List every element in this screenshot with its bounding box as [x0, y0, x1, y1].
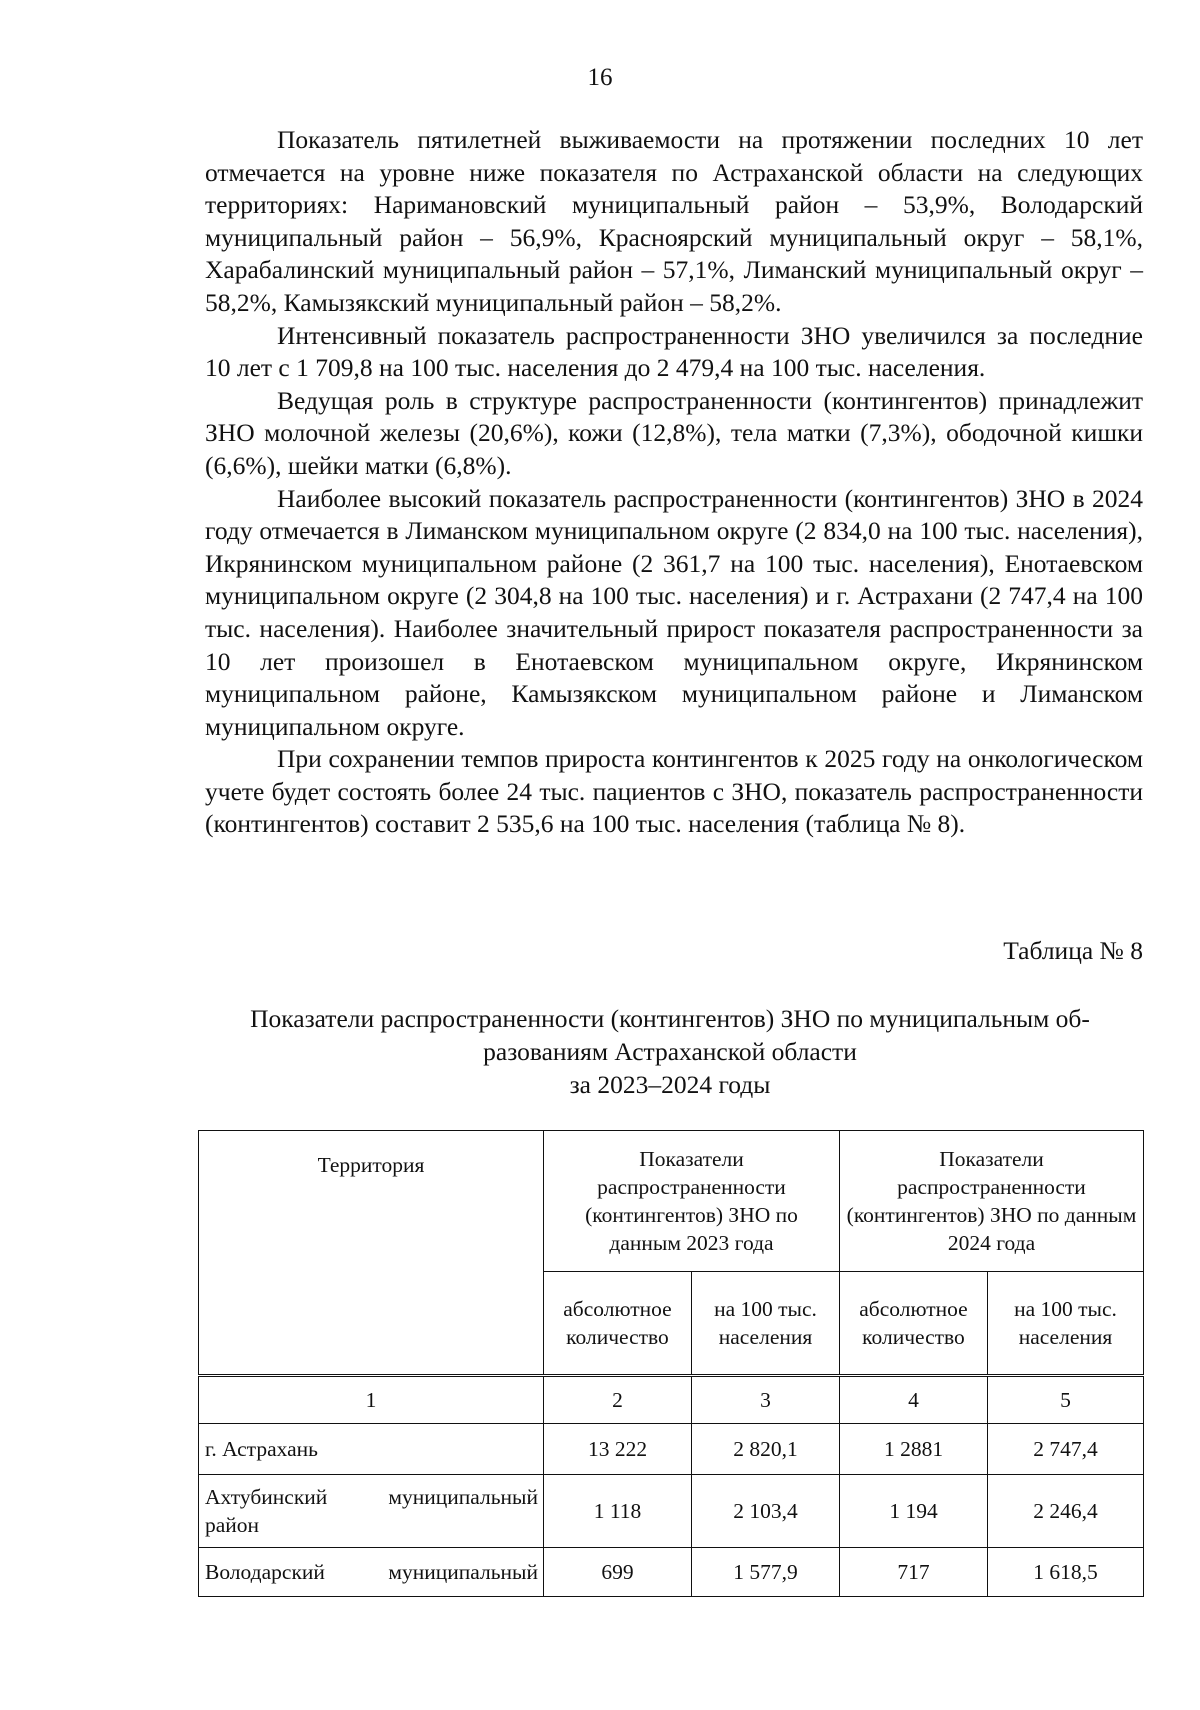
territory-line: район — [205, 1513, 260, 1537]
column-number: 2 — [544, 1376, 692, 1424]
territory-line: Володарский муниципальный — [205, 1560, 538, 1584]
table-row — [199, 1548, 1144, 1597]
territory-cell: г. Астрахань — [199, 1424, 544, 1475]
header-rate-2024: на 100 тыс. населения — [988, 1272, 1144, 1376]
abs-2023-cell: 699 — [544, 1548, 692, 1597]
rate-2023-cell: 2 103,4 — [692, 1475, 840, 1548]
paragraph: Показатель пятилетней выживаемости на протяжении последних 10 лет отмечается на уровне ниже показателя по Астраханской области на следующих территориях: Наримановский муниципальный район – 53,9%, Володарский муниципальный район – 56,9%, Красноярский муниципальный округ – 58,1%, Харабалинский муниципальный район – 57,1%, Лиманский муниципальный округ – 58,2%, Камызякский муниципальный район – 58,2%. — [205, 125, 1143, 317]
paragraph: Ведущая роль в структуре распространенности (контингентов) принадлежит ЗНО молочной железы (20,6%), кожи (12,8%), тела матки (7,3%), ободочной кишки (6,6%), шейки матки (6,8%). — [205, 385, 1143, 480]
territory-cell — [199, 1475, 544, 1548]
header-abs-2024: абсолютное количество — [840, 1272, 988, 1376]
column-number: 4 — [840, 1376, 988, 1424]
body-text — [205, 124, 1143, 841]
column-number: 1 — [199, 1376, 544, 1424]
header-abs-2023: абсолютное количество — [544, 1272, 692, 1376]
rate-2024-cell: 2 246,4 — [988, 1475, 1144, 1548]
rate-2024-cell: 1 618,5 — [988, 1548, 1144, 1597]
table-title — [180, 1002, 1160, 1101]
rate-2024-cell: 2 747,4 — [988, 1424, 1144, 1475]
column-number-row — [199, 1376, 1144, 1424]
rate-2023-cell: 1 577,9 — [692, 1548, 840, 1597]
paragraph: Наиболее высокий показатель распространенности (контингентов) ЗНО в 2024 году отмечается в Лиманском муниципальном округе (2 834,0 на 100 тыс. населения), Икрянинском муниципальном районе (2 361,7 на 100 тыс. населения), Енотаевском муниципальном округе (2 304,8 на 100 тыс. населения) и г. Астрахани (2 747,4 на 100 тыс. населения). Наиболее значительный прирост показателя распространенности за 10 лет произошел в Енотаевском муниципальном округе, Икрянинском муниципальном районе, Камызякском муниципальном районе и Лиманском муниципальном округе. — [205, 483, 1143, 741]
table-title-line: Показатели распространенности (контингентов) ЗНО по муниципальным об- — [250, 1004, 1090, 1033]
page-number: 16 — [587, 64, 613, 91]
header-rate-2023: на 100 тыс. населения — [692, 1272, 840, 1376]
table-row — [199, 1424, 1144, 1475]
header-territory: Территория — [199, 1131, 544, 1376]
header-2023: Показатели распространенности (контингентов) ЗНО по данным 2023 года — [544, 1131, 840, 1272]
rate-2023-cell: 2 820,1 — [692, 1424, 840, 1475]
table-title-line: разованиям Астраханской области — [483, 1037, 857, 1066]
abs-2023-cell: 1 118 — [544, 1475, 692, 1548]
territory-cell — [199, 1548, 544, 1597]
abs-2024-cell: 717 — [840, 1548, 988, 1597]
contingents-table — [198, 1130, 1144, 1597]
column-number: 3 — [692, 1376, 840, 1424]
header-2024: Показатели распространенности (контингентов) ЗНО по данным 2024 года — [840, 1131, 1144, 1272]
table-title-line: за 2023–2024 годы — [569, 1070, 771, 1099]
column-number: 5 — [988, 1376, 1144, 1424]
table-row — [199, 1475, 1144, 1548]
table-label: Таблица № 8 — [1003, 936, 1143, 965]
territory-line: Ахтубинский муниципальный — [205, 1485, 538, 1509]
paragraph: При сохранении темпов прироста контингентов к 2025 году на онкологическом учете будет состоять более 24 тыс. пациентов с ЗНО, показатель распространенности (контингентов) составит 2 535,6 на 100 тыс. населения (таблица № 8). — [205, 744, 1143, 839]
abs-2024-cell: 1 194 — [840, 1475, 988, 1548]
paragraph: Интенсивный показатель распространенности ЗНО увеличился за последние 10 лет с 1 709,8 на 100 тыс. населения до 2 479,4 на 100 тыс. населения. — [205, 320, 1143, 383]
abs-2024-cell: 1 2881 — [840, 1424, 988, 1475]
table-header-row — [199, 1131, 1144, 1272]
abs-2023-cell: 13 222 — [544, 1424, 692, 1475]
